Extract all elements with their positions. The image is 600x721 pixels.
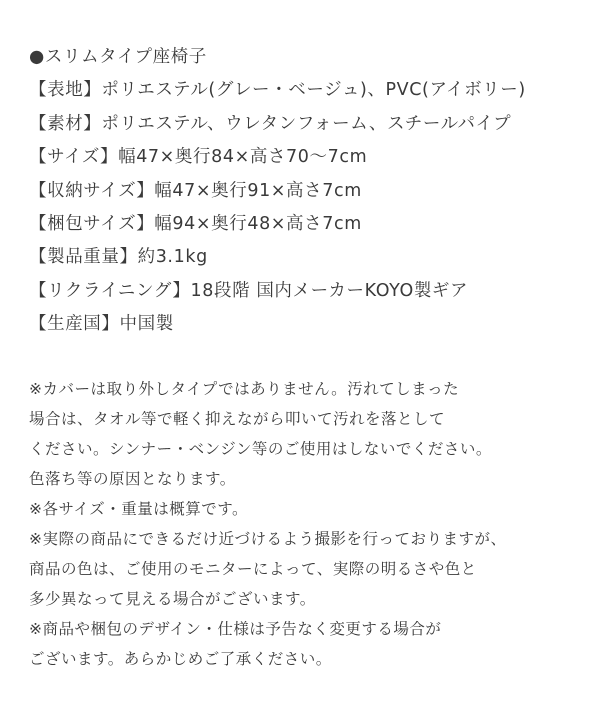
note-line: 場合は、タオル等で軽く抑えながら叩いて汚れを落として: [29, 410, 446, 428]
spec-origin: 【生産国】中国製: [29, 314, 174, 335]
spec-fabric: 【表地】ポリエステル(グレー・ベージュ)、PVC(アイボリー): [29, 80, 526, 101]
spec-reclining: 【リクライニング】18段階 国内メーカーKOYO製ギア: [29, 280, 469, 301]
spec-size: 【サイズ】幅47×奥行84×高さ70～7cm: [29, 147, 368, 168]
product-specs: [29, 41, 589, 342]
spec-package-size: 【梱包サイズ】幅94×奥行48×高さ7cm: [29, 213, 362, 234]
note-line: 多少異なって見える場合がございます。: [29, 590, 316, 608]
note-line: 色落ち等の原因となります。: [29, 470, 236, 488]
note-line: ※各サイズ・重量は概算です。: [29, 500, 249, 518]
note-line: ございます。あらかじめご了承ください。: [29, 650, 332, 668]
product-notes: [29, 374, 589, 674]
note-line: ※カバーは取り外しタイプではありません。汚れてしまった: [29, 380, 460, 398]
note-line: ※商品や梱包のデザイン・仕様は予告なく変更する場合が: [29, 620, 442, 638]
note-line: ※実際の商品にできるだけ近づけるよう撮影を行っておりますが、: [29, 530, 507, 548]
spec-storage-size: 【収納サイズ】幅47×奥行91×高さ7cm: [29, 180, 362, 201]
note-line: 商品の色は、ご使用のモニターによって、実際の明るさや色と: [29, 560, 477, 578]
note-line: ください。シンナー・ベンジン等のご使用はしないでください。: [29, 440, 492, 458]
spec-material: 【素材】ポリエステル、ウレタンフォーム、スチールパイプ: [29, 113, 512, 134]
spec-title: ●スリムタイプ座椅子: [29, 47, 207, 67]
spec-weight: 【製品重量】約3.1kg: [29, 247, 208, 268]
